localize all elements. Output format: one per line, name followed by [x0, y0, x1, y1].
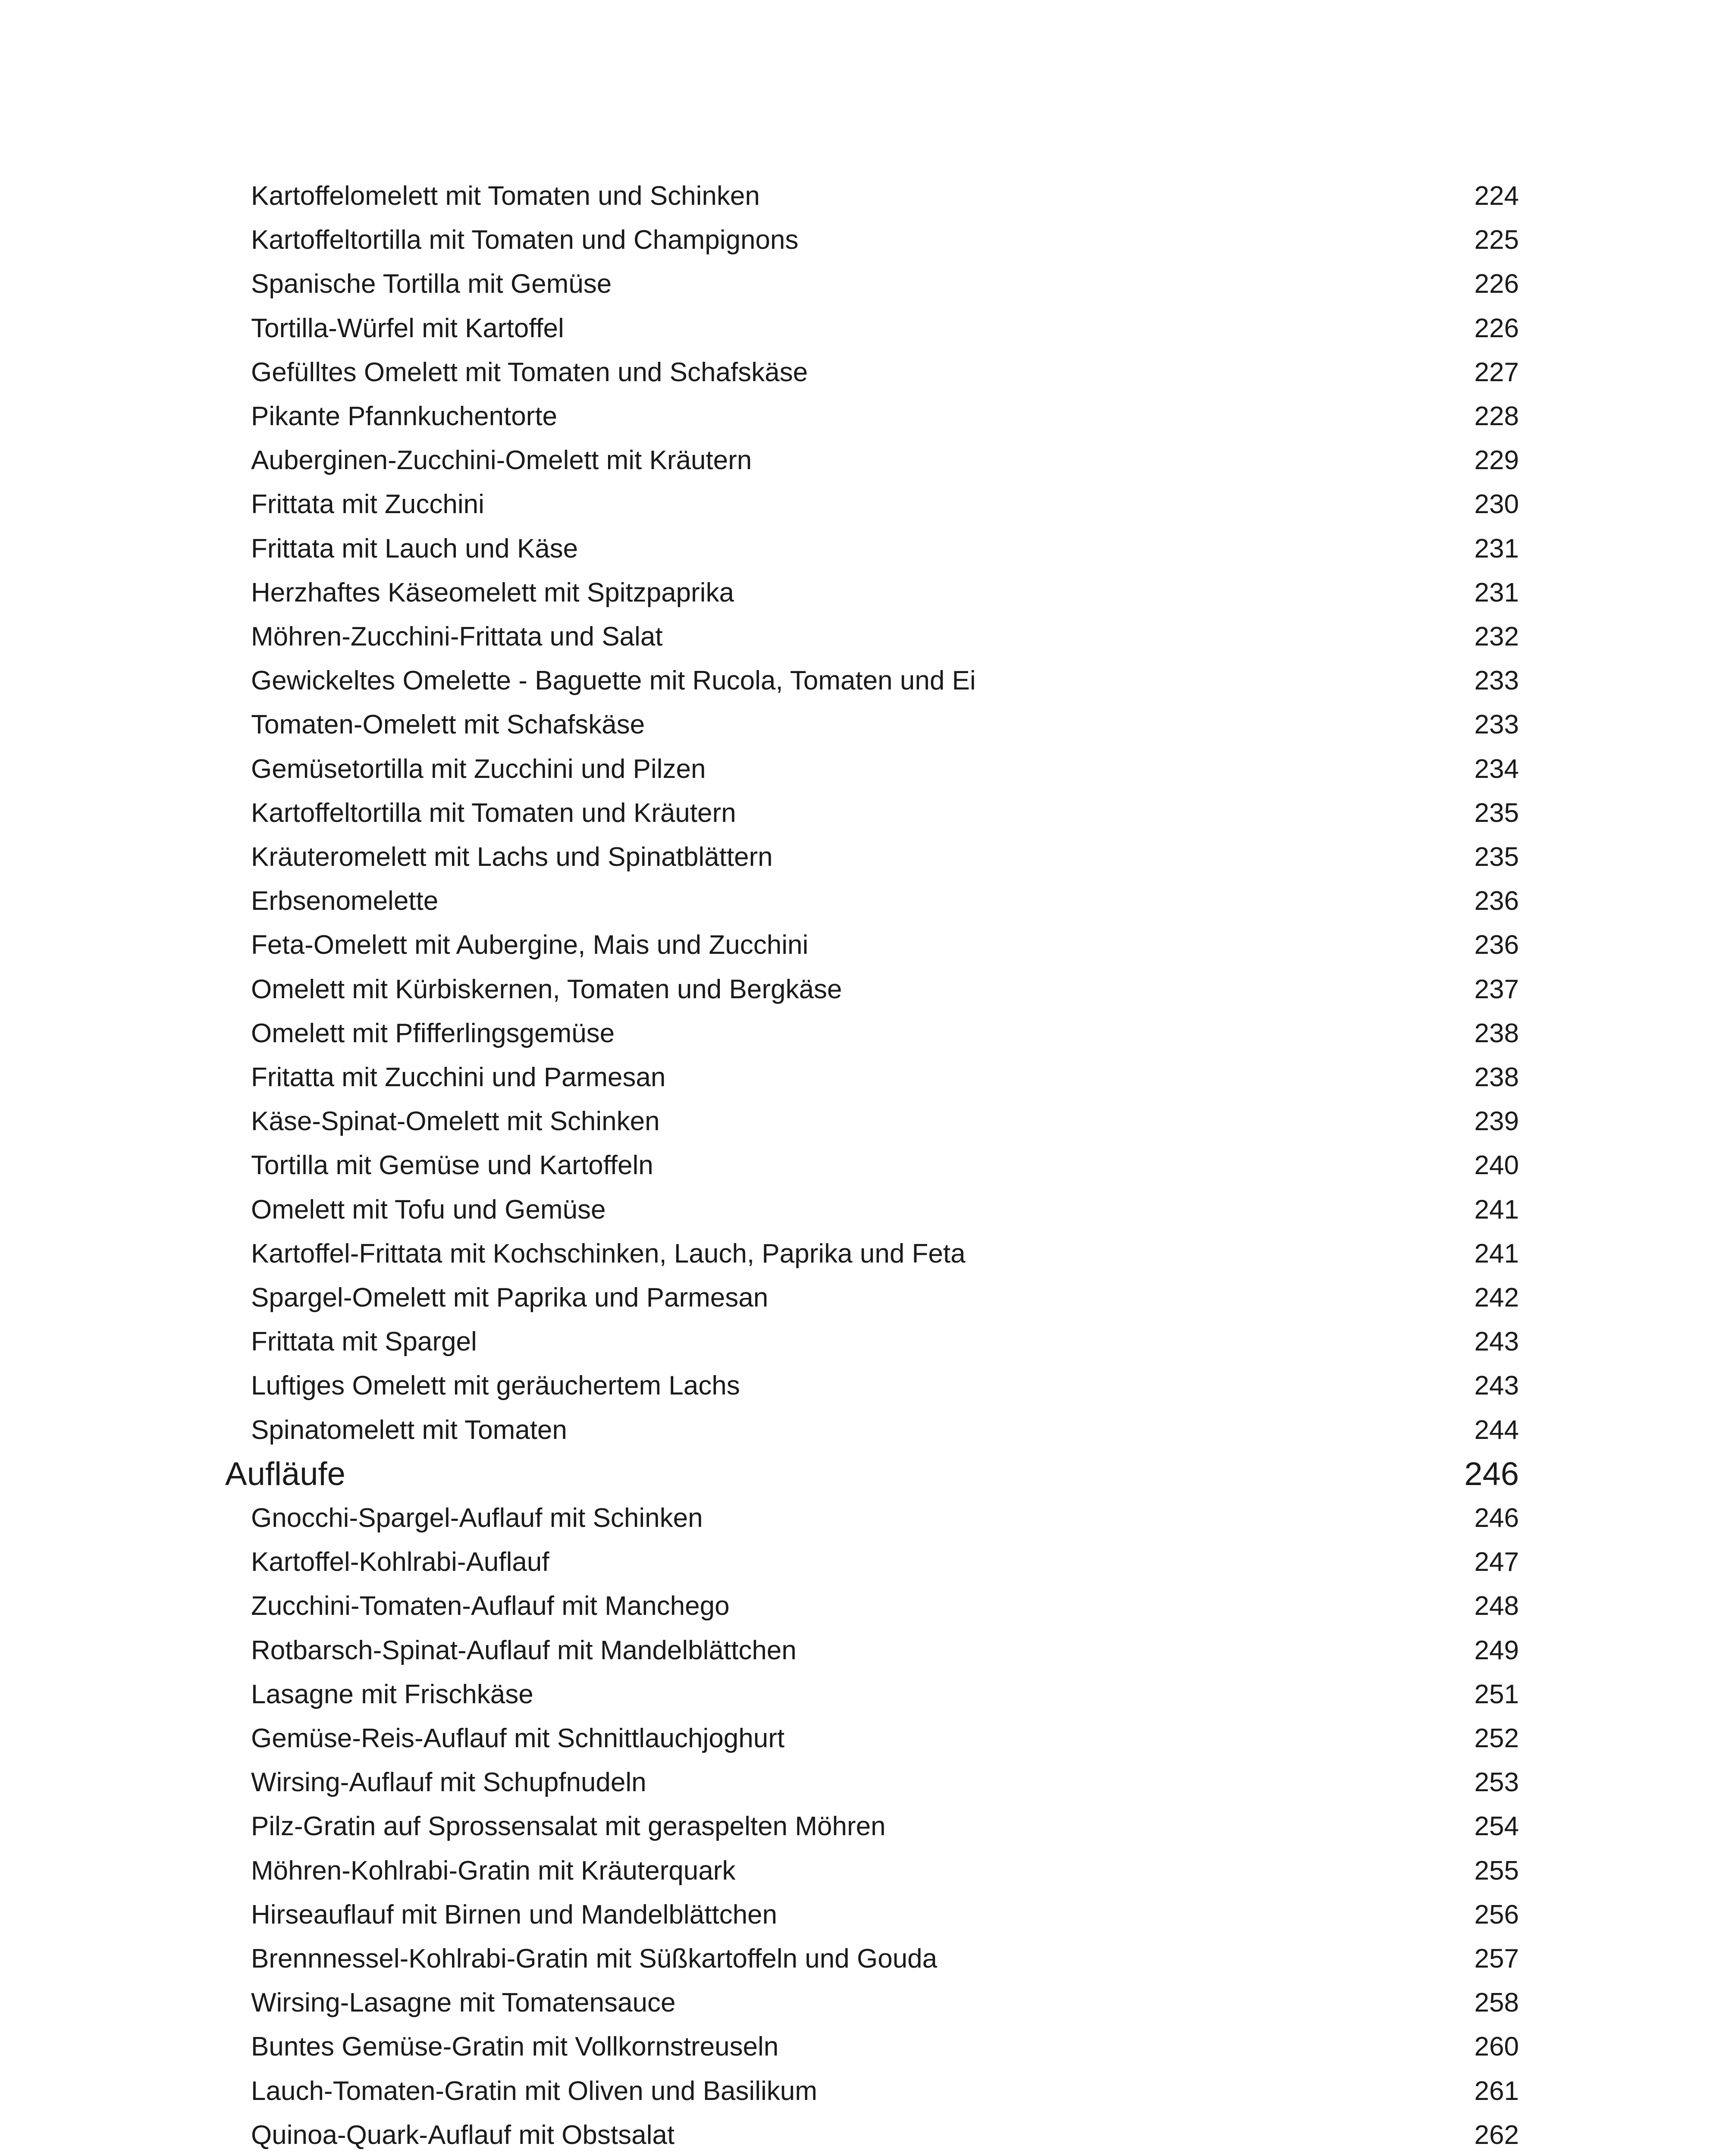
- entry-page-number: 234: [1474, 754, 1519, 784]
- entry-title: Spargel-Omelett mit Paprika und Parmesan: [251, 1283, 769, 1313]
- toc-section-heading: [0, 1453, 1732, 1496]
- toc-entry: [0, 571, 1732, 614]
- entry-title: Buntes Gemüse-Gratin mit Vollkornstreuseln: [251, 2032, 779, 2062]
- entry-title: Erbsenomelette: [251, 886, 439, 916]
- toc-entry: [0, 2114, 1732, 2156]
- entry-page-number: 240: [1474, 1150, 1519, 1180]
- toc-entry: [0, 1100, 1732, 1143]
- toc-entry: [0, 924, 1732, 967]
- entry-page-number: 235: [1474, 798, 1519, 828]
- entry-title: Auberginen-Zucchini-Omelett mit Kräutern: [251, 445, 752, 475]
- entry-title: Kartoffel-Frittata mit Kochschinken, Lauch, Paprika und Feta: [251, 1239, 966, 1269]
- entry-title: Omelett mit Pfifferlingsgemüse: [251, 1018, 615, 1048]
- entry-title: Hirseauflauf mit Birnen und Mandelblättchen: [251, 1900, 778, 1930]
- entry-title: Möhren-Kohlrabi-Gratin mit Kräuterquark: [251, 1856, 736, 1886]
- entry-title: Kartoffeltortilla mit Tomaten und Champignons: [251, 225, 799, 255]
- toc-entry: [0, 792, 1732, 835]
- entry-page-number: 249: [1474, 1636, 1519, 1665]
- toc-entry: [0, 1585, 1732, 1628]
- toc-entry: [0, 1849, 1732, 1893]
- entry-page-number: 238: [1474, 1062, 1519, 1092]
- entry-page-number: 252: [1474, 1724, 1519, 1753]
- entry-title: Pikante Pfannkuchentorte: [251, 401, 558, 431]
- toc-entry: [0, 1232, 1732, 1275]
- toc-entry: [0, 263, 1732, 306]
- toc-entry: [0, 175, 1732, 218]
- entry-page-number: 233: [1474, 666, 1519, 696]
- entry-page-number: 260: [1474, 2032, 1519, 2062]
- entry-page-number: 226: [1474, 269, 1519, 299]
- entry-page-number: 224: [1474, 181, 1519, 211]
- entry-title: Pilz-Gratin auf Sprossensalat mit geraspelten Möhren: [251, 1811, 886, 1841]
- toc-entry: [0, 880, 1732, 923]
- toc-entry: [0, 2025, 1732, 2068]
- entry-title: Gefülltes Omelett mit Tomaten und Schafskäse: [251, 357, 808, 387]
- entry-page-number: 256: [1474, 1900, 1519, 1930]
- entry-page-number: 233: [1474, 710, 1519, 740]
- entry-page-number: 261: [1474, 2076, 1519, 2106]
- entry-title: Frittata mit Spargel: [251, 1327, 477, 1357]
- entry-title: Tortilla mit Gemüse und Kartoffeln: [251, 1150, 653, 1180]
- toc-entry: [0, 968, 1732, 1011]
- entry-title: Luftiges Omelett mit geräuchertem Lachs: [251, 1371, 740, 1401]
- entry-page-number: 247: [1474, 1547, 1519, 1577]
- toc-entry: [0, 1056, 1732, 1099]
- entry-page-number: 236: [1474, 886, 1519, 916]
- toc-entry: [0, 836, 1732, 879]
- entry-page-number: 226: [1474, 313, 1519, 343]
- entry-title: Tomaten-Omelett mit Schafskäse: [251, 710, 645, 740]
- toc-entry: [0, 1805, 1732, 1848]
- toc-entry: [0, 1937, 1732, 1981]
- entry-title: Kartoffelomelett mit Tomaten und Schinken: [251, 181, 760, 211]
- entry-title: Kräuteromelett mit Lachs und Spinatblättern: [251, 842, 773, 872]
- entry-page-number: 225: [1474, 225, 1519, 255]
- entry-page-number: 231: [1474, 578, 1519, 608]
- toc-entry: [0, 1629, 1732, 1672]
- toc-entry: [0, 527, 1732, 570]
- entry-title: Lauch-Tomaten-Gratin mit Oliven und Basilikum: [251, 2076, 817, 2106]
- entry-title: Gemüse-Reis-Auflauf mit Schnittlauchjoghurt: [251, 1724, 785, 1753]
- toc-entry: [0, 1893, 1732, 1937]
- entry-page-number: 237: [1474, 975, 1519, 1004]
- entry-title: Kartoffel-Kohlrabi-Auflauf: [251, 1547, 549, 1577]
- entry-page-number: 230: [1474, 489, 1519, 519]
- entry-title: Möhren-Zucchini-Frittata und Salat: [251, 622, 663, 652]
- toc-entry: [0, 1012, 1732, 1055]
- toc-entry: [0, 1320, 1732, 1363]
- toc-entry: [0, 1673, 1732, 1716]
- toc-entry: [0, 1144, 1732, 1187]
- toc-entry: [0, 748, 1732, 791]
- entry-page-number: 242: [1474, 1283, 1519, 1313]
- entry-title: Omelett mit Kürbiskernen, Tomaten und Bergkäse: [251, 975, 842, 1004]
- toc-entry: [0, 1981, 1732, 2024]
- entry-title: Gemüsetortilla mit Zucchini und Pilzen: [251, 754, 706, 784]
- toc-entry: [0, 483, 1732, 526]
- toc-entry: [0, 307, 1732, 350]
- entry-title: Zucchini-Tomaten-Auflauf mit Manchego: [251, 1591, 730, 1621]
- entry-page-number: 235: [1474, 842, 1519, 872]
- toc-entry: [0, 615, 1732, 658]
- entry-page-number: 244: [1474, 1415, 1519, 1445]
- toc-entry: [0, 2070, 1732, 2113]
- entry-page-number: 239: [1474, 1106, 1519, 1136]
- entry-title: Herzhaftes Käseomelett mit Spitzpaprika: [251, 578, 734, 608]
- entry-title: Rotbarsch-Spinat-Auflauf mit Mandelblättchen: [251, 1636, 797, 1665]
- toc-entry: [0, 659, 1732, 702]
- toc-entry: [0, 1497, 1732, 1540]
- entry-page-number: 262: [1474, 2120, 1519, 2150]
- entry-page-number: 238: [1474, 1018, 1519, 1048]
- toc-entry: [0, 395, 1732, 438]
- entry-page-number: 258: [1474, 1988, 1519, 2018]
- entry-page-number: 251: [1474, 1680, 1519, 1709]
- entry-page-number: 236: [1474, 930, 1519, 960]
- entry-title: Spinatomelett mit Tomaten: [251, 1415, 567, 1445]
- entry-page-number: 241: [1474, 1195, 1519, 1225]
- toc-entry: [0, 351, 1732, 394]
- entry-page-number: 241: [1474, 1239, 1519, 1269]
- entry-title: Lasagne mit Frischkäse: [251, 1680, 533, 1709]
- toc-entry: [0, 1761, 1732, 1804]
- toc-entry: [0, 1188, 1732, 1232]
- entry-title: Käse-Spinat-Omelett mit Schinken: [251, 1106, 660, 1136]
- entry-title: Wirsing-Auflauf mit Schupfnudeln: [251, 1767, 646, 1797]
- section-page-number: 246: [1464, 1456, 1519, 1492]
- entry-page-number: 254: [1474, 1811, 1519, 1841]
- entry-title: Spanische Tortilla mit Gemüse: [251, 269, 612, 299]
- entry-title: Frittata mit Zucchini: [251, 489, 484, 519]
- entry-page-number: 246: [1474, 1503, 1519, 1533]
- entry-title: Gnocchi-Spargel-Auflauf mit Schinken: [251, 1503, 703, 1533]
- section-title: Aufläufe: [225, 1456, 345, 1492]
- entry-page-number: 227: [1474, 357, 1519, 387]
- entry-title: Frittata mit Lauch und Käse: [251, 534, 578, 564]
- entry-page-number: 232: [1474, 622, 1519, 652]
- entry-page-number: 255: [1474, 1856, 1519, 1886]
- entry-title: Gewickeltes Omelette - Baguette mit Rucola, Tomaten und Ei: [251, 666, 976, 696]
- entry-title: Kartoffeltortilla mit Tomaten und Kräutern: [251, 798, 736, 828]
- entry-page-number: 243: [1474, 1327, 1519, 1357]
- toc-entry: [0, 1541, 1732, 1584]
- entry-page-number: 253: [1474, 1767, 1519, 1797]
- toc-entry: [0, 1276, 1732, 1319]
- entry-page-number: 257: [1474, 1944, 1519, 1974]
- toc-entry: [0, 1364, 1732, 1407]
- entry-title: Quinoa-Quark-Auflauf mit Obstsalat: [251, 2120, 675, 2150]
- entry-title: Fritatta mit Zucchini und Parmesan: [251, 1062, 666, 1092]
- entry-title: Omelett mit Tofu und Gemüse: [251, 1195, 606, 1225]
- entry-title: Feta-Omelett mit Aubergine, Mais und Zucchini: [251, 930, 809, 960]
- entry-page-number: 248: [1474, 1591, 1519, 1621]
- toc-entry: [0, 1717, 1732, 1760]
- entry-title: Brennnessel-Kohlrabi-Gratin mit Süßkartoffeln und Gouda: [251, 1944, 938, 1974]
- entry-title: Tortilla-Würfel mit Kartoffel: [251, 313, 564, 343]
- toc-entry: [0, 439, 1732, 482]
- entry-page-number: 229: [1474, 445, 1519, 475]
- entry-title: Wirsing-Lasagne mit Tomatensauce: [251, 1988, 676, 2018]
- toc-entry: [0, 1409, 1732, 1452]
- entry-page-number: 243: [1474, 1371, 1519, 1401]
- toc-entry: [0, 219, 1732, 262]
- entry-page-number: 231: [1474, 534, 1519, 564]
- entry-page-number: 228: [1474, 401, 1519, 431]
- toc-entry: [0, 703, 1732, 746]
